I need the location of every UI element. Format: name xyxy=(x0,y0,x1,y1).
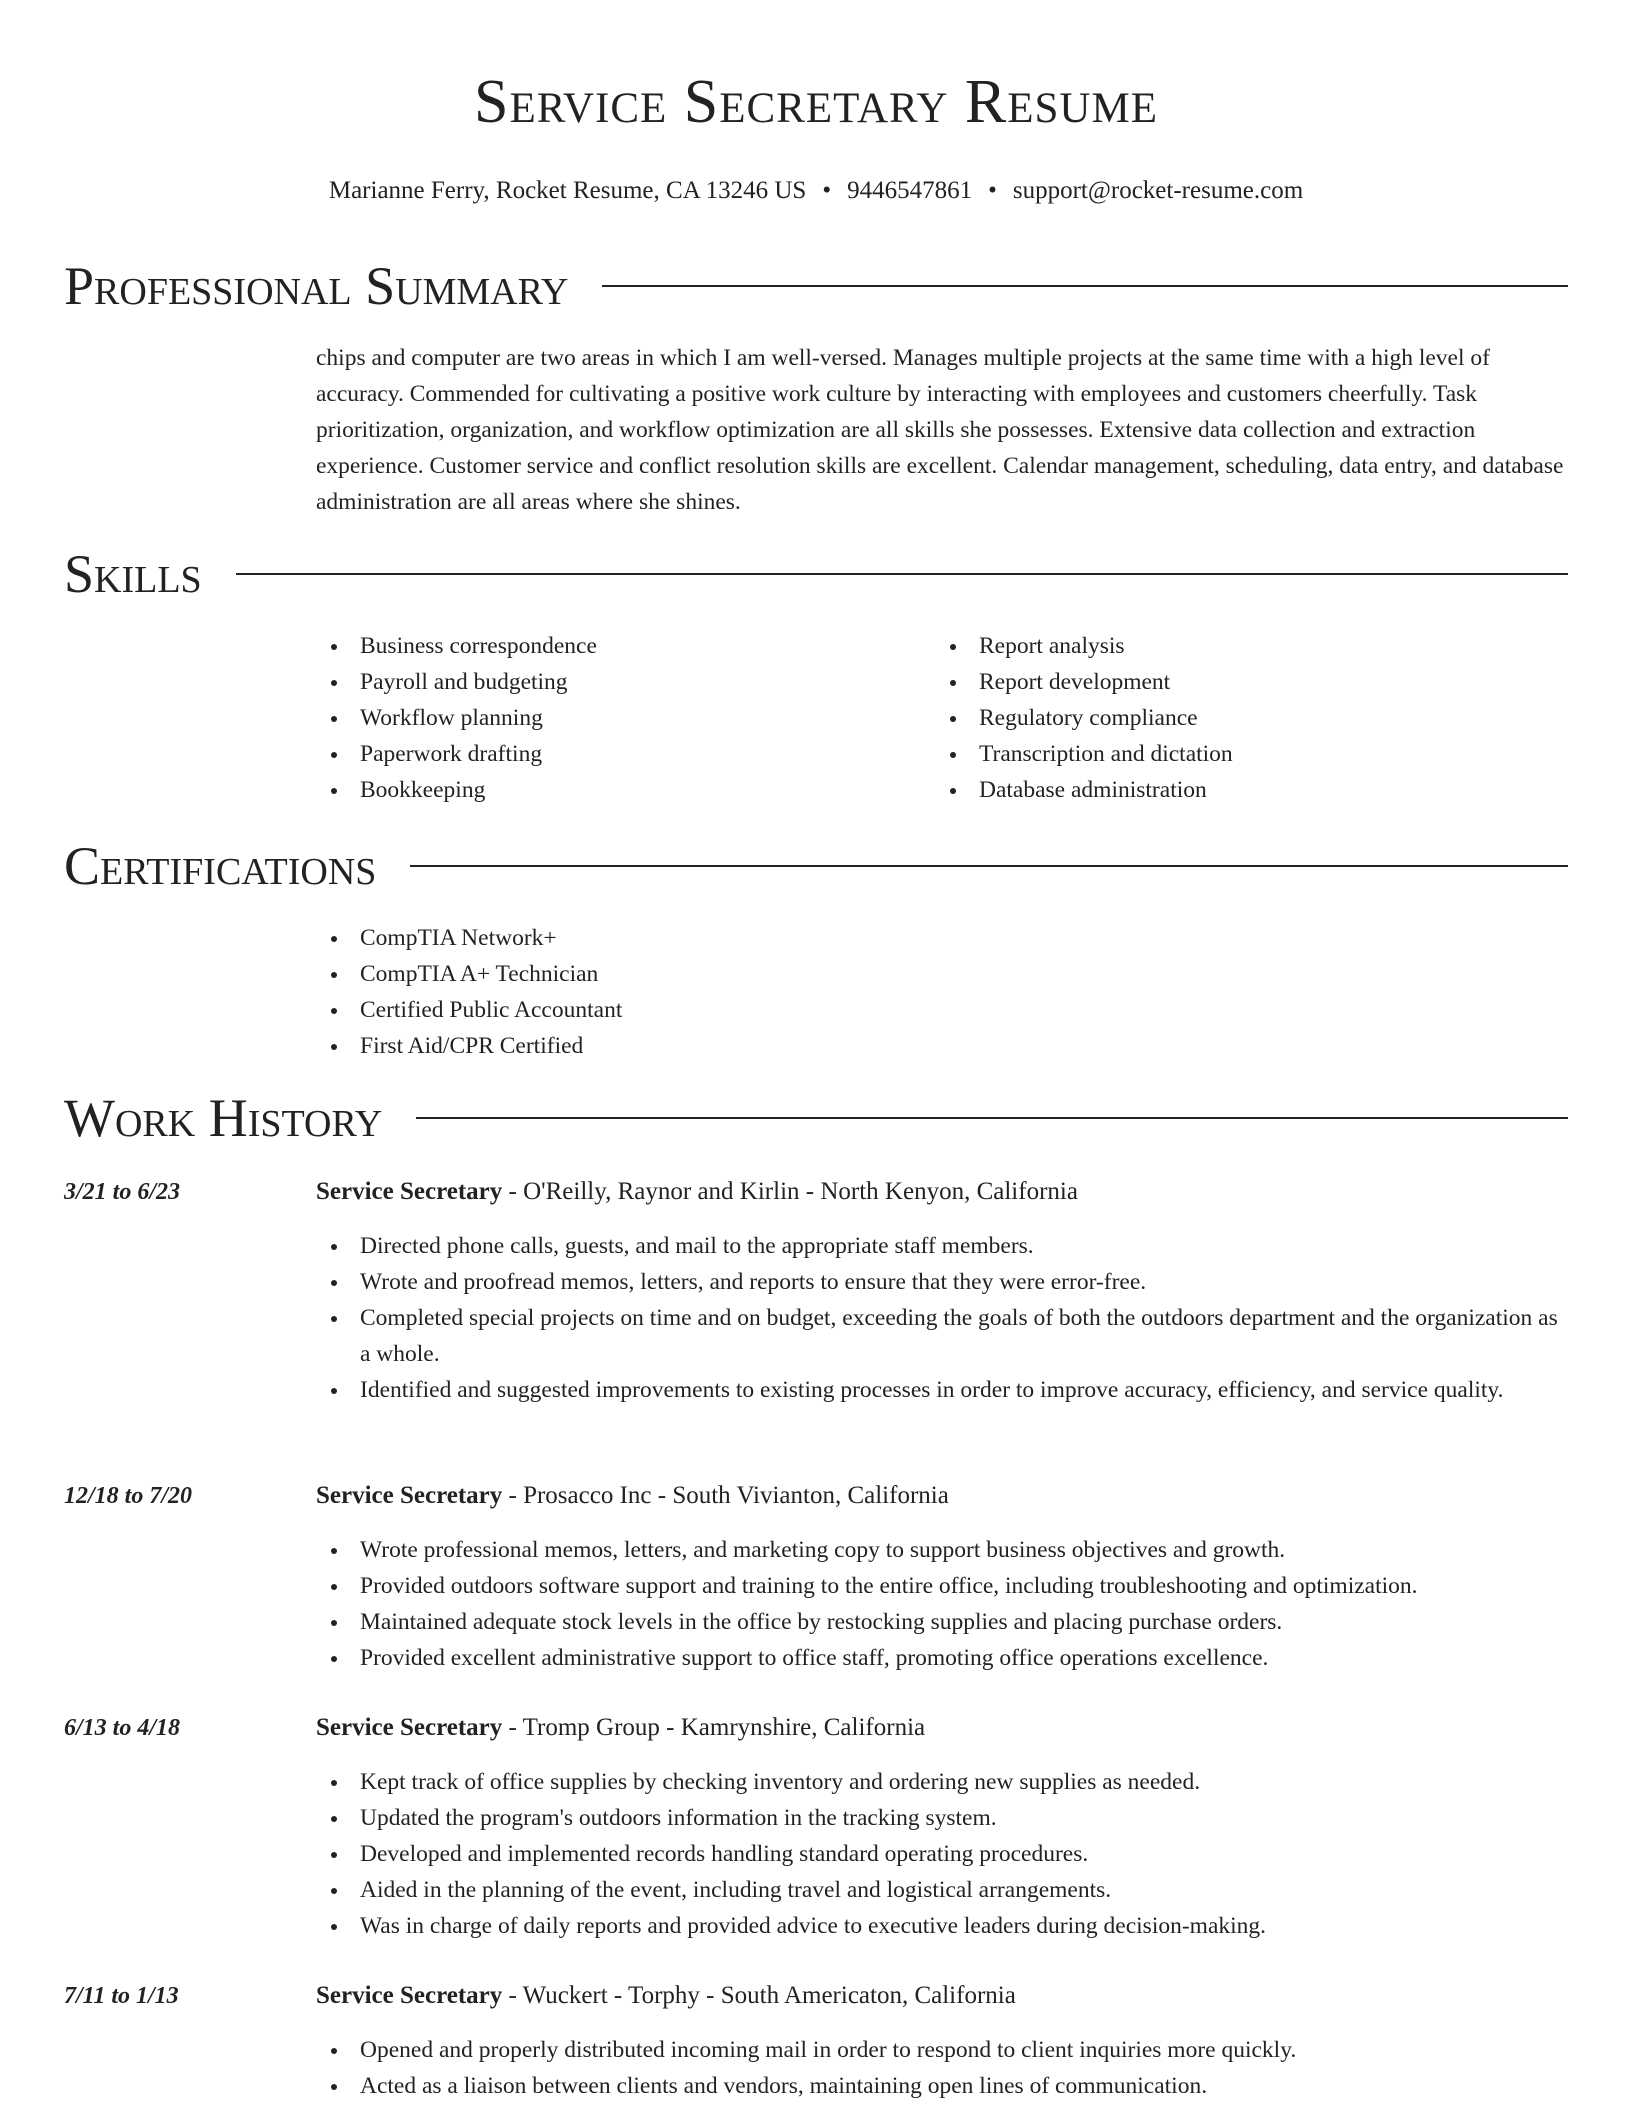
skills-heading: Skills xyxy=(64,544,202,604)
job-heading xyxy=(316,1710,925,1746)
contact-separator: • xyxy=(988,177,997,204)
skill-item: Database administration xyxy=(935,772,1535,808)
certification-item: First Aid/CPR Certified xyxy=(316,1028,1116,1064)
job-title: Service Secretary xyxy=(316,1982,503,2009)
job-duty: Acted as a liaison between clients and vendors, maintaining open lines of communication. xyxy=(316,2068,1568,2104)
job-details: - O'Reilly, Raynor and Kirlin - North Kenyon, California xyxy=(502,1178,1078,1205)
summary-heading: Professional Summary xyxy=(64,256,569,316)
certifications-list xyxy=(316,920,1116,1064)
job-duty: Wrote professional memos, letters, and marketing copy to support business objectives and growth. xyxy=(316,1532,1568,1568)
job-heading xyxy=(316,1478,949,1514)
contact-line xyxy=(0,174,1632,208)
job-duty: Wrote and proofread memos, letters, and reports to ensure that they were error-free. xyxy=(316,1264,1568,1300)
job-duties-list xyxy=(316,2032,1568,2104)
job-duty: Updated the program's outdoors information in the tracking system. xyxy=(316,1800,1568,1836)
section-divider xyxy=(410,865,1568,867)
skill-item: Report analysis xyxy=(935,628,1535,664)
job-duty: Developed and implemented records handling standard operating procedures. xyxy=(316,1836,1568,1872)
work-history-section-heading xyxy=(64,1086,1568,1150)
job-dates: 12/18 to 7/20 xyxy=(64,1483,193,1509)
skill-item: Payroll and budgeting xyxy=(316,664,876,700)
job-duty: Kept track of office supplies by checking inventory and ordering new supplies as needed. xyxy=(316,1764,1568,1800)
job-duty: Completed special projects on time and on budget, exceeding the goals of both the outdoors department and the organization as a whole. xyxy=(316,1300,1568,1372)
job-heading xyxy=(316,1978,1016,2014)
certification-item: Certified Public Accountant xyxy=(316,992,1116,1028)
skills-list-left xyxy=(316,628,876,808)
job-details: - Tromp Group - Kamrynshire, California xyxy=(502,1714,926,1741)
job-duty: Directed phone calls, guests, and mail to the appropriate staff members. xyxy=(316,1228,1568,1264)
skill-item: Bookkeeping xyxy=(316,772,876,808)
skills-list-right xyxy=(935,628,1535,808)
skill-item: Paperwork drafting xyxy=(316,736,876,772)
summary-section-heading xyxy=(64,254,1568,318)
section-divider xyxy=(416,1117,1568,1119)
skills-section-heading xyxy=(64,542,1568,606)
contact-address: Marianne Ferry, Rocket Resume, CA 13246 US xyxy=(328,177,807,204)
skill-item: Transcription and dictation xyxy=(935,736,1535,772)
job-duty: Opened and properly distributed incoming mail in order to respond to client inquiries more quickly. xyxy=(316,2032,1568,2068)
job-duty: Aided in the planning of the event, including travel and logistical arrangements. xyxy=(316,1872,1568,1908)
resume-title: Service Secretary Resume xyxy=(473,68,1158,136)
job-duty: Provided outdoors software support and training to the entire office, including troubleshooting and optimization. xyxy=(316,1568,1568,1604)
certifications-heading: Certifications xyxy=(64,836,377,896)
job-duties-list xyxy=(316,1764,1568,1944)
job-title: Service Secretary xyxy=(316,1714,503,1741)
certification-item: CompTIA A+ Technician xyxy=(316,956,1116,992)
skill-item: Regulatory compliance xyxy=(935,700,1535,736)
skill-item: Workflow planning xyxy=(316,700,876,736)
job-heading xyxy=(316,1174,1078,1210)
job-duty: Identified and suggested improvements to existing processes in order to improve accuracy, efficiency, and service quality. xyxy=(316,1372,1568,1408)
job-duty: Was in charge of daily reports and provided advice to executive leaders during decision-making. xyxy=(316,1908,1568,1944)
contact-email[interactable]: support@rocket-resume.com xyxy=(1012,177,1304,204)
job-dates: 3/21 to 6/23 xyxy=(64,1179,181,1205)
summary-text: chips and computer are two areas in which I am well-versed. Manages multiple projects at the same time with a high level of accuracy. Commended for cultivating a positive work culture by interacting with employees and customers cheerfully. Task prioritization, organization, and workflow optimization are all skills she possesses. Extensive data collection and extraction experience. Customer service and conflict resolution skills are excellent. Calendar management, scheduling, data entry, and database administration are all areas where she shines. xyxy=(316,345,1564,515)
job-dates: 6/13 to 4/18 xyxy=(64,1715,181,1741)
job-duty: Provided excellent administrative support to office staff, promoting office operations excellence. xyxy=(316,1640,1568,1676)
job-duties-list xyxy=(316,1532,1568,1676)
skill-item: Business correspondence xyxy=(316,628,876,664)
section-divider xyxy=(602,285,1568,287)
job-duties-list xyxy=(316,1228,1568,1408)
section-divider xyxy=(236,573,1568,575)
work-history-heading: Work History xyxy=(64,1088,383,1148)
contact-phone: 9446547861 xyxy=(847,177,973,204)
skill-item: Report development xyxy=(935,664,1535,700)
job-details: - Wuckert - Torphy - South Americaton, California xyxy=(502,1982,1016,2009)
job-duty: Maintained adequate stock levels in the office by restocking supplies and placing purchase orders. xyxy=(316,1604,1568,1640)
job-dates: 7/11 to 1/13 xyxy=(64,1983,179,2009)
contact-separator: • xyxy=(822,177,832,204)
job-title: Service Secretary xyxy=(316,1482,503,1509)
certification-item: CompTIA Network+ xyxy=(316,920,1116,956)
job-details: - Prosacco Inc - South Vivianton, California xyxy=(502,1482,949,1509)
certifications-section-heading xyxy=(64,834,1568,898)
job-title: Service Secretary xyxy=(316,1178,503,1205)
